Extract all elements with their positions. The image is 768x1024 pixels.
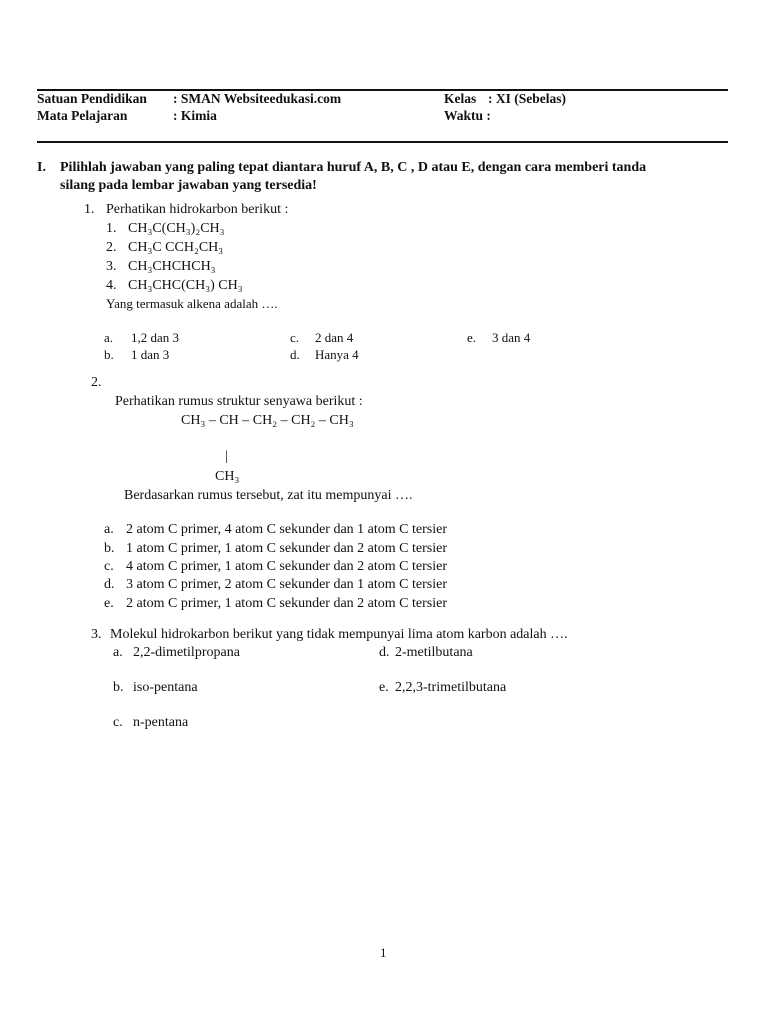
q2-stem: Perhatikan rumus struktur senyawa berikut : [115, 394, 363, 409]
q3-option-text: n-pentana [133, 715, 189, 730]
q2-option-letter: b. [104, 541, 115, 556]
kelas-value: : XI (Sebelas) [488, 91, 566, 106]
q2-number: 2. [91, 375, 102, 390]
q1-item-formula: CH₃CHCHCH₃ [128, 259, 216, 274]
section-roman: I. [37, 160, 46, 175]
q1-option-text: 1 dan 3 [131, 347, 170, 362]
q1-item-number: 2. [106, 240, 117, 255]
instruction-line-2: silang pada lembar jawaban yang tersedia! [60, 178, 317, 193]
q1-option-letter: a. [104, 330, 114, 345]
q2-question: Berdasarkan rumus tersebut, zat itu mempunyai …. [124, 488, 413, 503]
q3-stem: Molekul hidrokarbon berikut yang tidak mempunyai lima atom karbon adalah …. [110, 627, 568, 642]
q1-option-letter: b. [104, 347, 114, 362]
q1-stem: Perhatikan hidrokarbon berikut : [106, 202, 289, 217]
q2-structure-branch: CH₃ [215, 469, 240, 484]
q1-option-text: 1,2 dan 3 [131, 330, 180, 345]
q1-option-letter: e. [467, 330, 477, 345]
q1-number: 1. [84, 202, 95, 217]
q2-option-text: 1 atom C primer, 1 atom C sekunder dan 2 atom C tersier [126, 541, 447, 556]
q1-item-number: 1. [106, 221, 117, 236]
q1-question: Yang termasuk alkena adalah …. [106, 296, 278, 311]
q1-item-number: 3. [106, 259, 117, 274]
mapel-label: Mata Pelajaran [37, 108, 128, 123]
q1-option-letter: c. [290, 330, 300, 345]
q2-option-letter: d. [104, 577, 115, 592]
q2-option-text: 2 atom C primer, 1 atom C sekunder dan 2 atom C tersier [126, 596, 447, 611]
q2-option-text: 3 atom C primer, 2 atom C sekunder dan 1 atom C tersier [126, 577, 447, 592]
q3-option-text: iso-pentana [133, 680, 198, 695]
q3-option-text: 2,2,3-trimetilbutana [395, 680, 507, 695]
q2-option-letter: e. [104, 596, 114, 611]
q2-option-text: 4 atom C primer, 1 atom C sekunder dan 2 atom C tersier [126, 559, 447, 574]
q1-option-text: 2 dan 4 [315, 330, 354, 345]
waktu-label: Waktu : [444, 108, 491, 123]
q1-option-letter: d. [290, 347, 300, 362]
q1-item-formula: CH₃CHC(CH₃) CH₃ [128, 278, 243, 293]
q3-option-text: 2-metilbutana [395, 645, 473, 660]
q3-option-letter: d. [379, 645, 390, 660]
q1-item-formula: CH₃C CCH₂CH₃ [128, 240, 224, 255]
q3-option-text: 2,2-dimetilpropana [133, 645, 240, 660]
q3-option-letter: c. [113, 715, 123, 730]
kelas-label: Kelas [444, 91, 477, 106]
q1-item-number: 4. [106, 278, 117, 293]
q2-option-letter: a. [104, 522, 114, 537]
q2-option-text: 2 atom C primer, 4 atom C sekunder dan 1 atom C tersier [126, 522, 447, 537]
mapel-value: : Kimia [173, 108, 217, 123]
q1-option-text: 3 dan 4 [492, 330, 531, 345]
q2-structure-bond: | [225, 449, 228, 464]
page-number: 1 [380, 945, 387, 960]
q1-option-text: Hanya 4 [315, 347, 359, 362]
instruction-line-1: Pilihlah jawaban yang paling tepat diantara huruf A, B, C , D atau E, dengan cara memberi tanda [60, 160, 647, 175]
satuan-value: : SMAN Websiteedukasi.com [173, 91, 342, 106]
satuan-label: Satuan Pendidikan [37, 91, 147, 106]
q2-option-letter: c. [104, 559, 114, 574]
q3-option-letter: e. [379, 680, 389, 695]
q3-option-letter: b. [113, 680, 124, 695]
q3-option-letter: a. [113, 645, 123, 660]
q2-structure-main: CH₃ – CH – CH₂ – CH₂ – CH₃ [181, 413, 354, 428]
q3-number: 3. [91, 627, 102, 642]
q1-item-formula: CH₃C(CH₃)₂CH₃ [128, 221, 225, 236]
header-bottom-rule [37, 141, 728, 143]
